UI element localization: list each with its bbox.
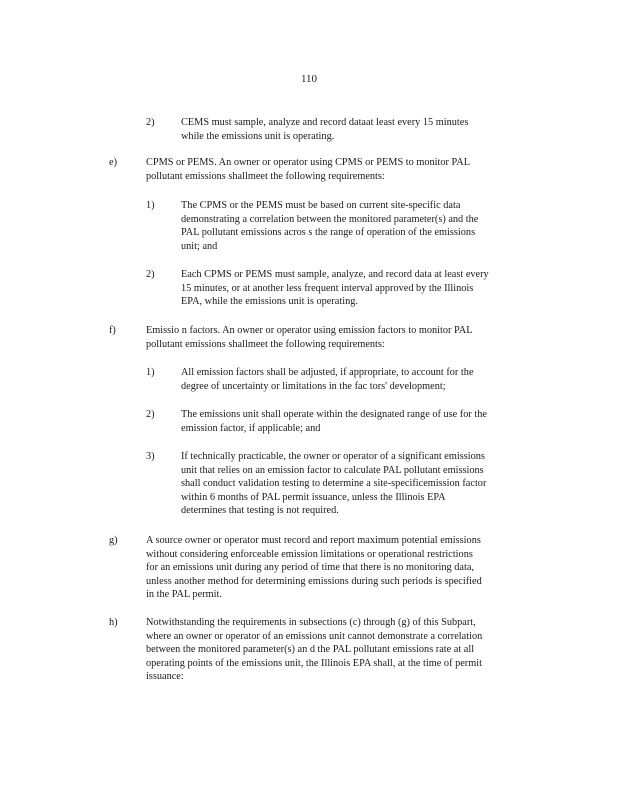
- text-line: unit; and: [181, 240, 218, 252]
- subitem-text: [181, 268, 539, 309]
- text-line: The emissions unit shall operate within the designated range of use for the: [181, 409, 487, 420]
- text-line: without considering enforceable emission limitations or operational restrictions: [146, 548, 473, 560]
- item-label: f): [109, 325, 116, 336]
- text-line: All emission factors shall be adjusted, if appropriate, to account for the: [181, 367, 474, 378]
- text-line: unless another method for determining emissions during such periods is specified: [146, 575, 482, 587]
- subitem-label: 2): [146, 117, 155, 128]
- subitem-label: 1): [146, 200, 155, 211]
- text-line: shall conduct validation testing to determine a site-specificemission factor: [181, 478, 487, 490]
- text-line: Emissio n factors. An owner or operator using emission factors to monitor PAL: [146, 325, 473, 336]
- subitem-text: [181, 450, 533, 518]
- text-line: CEMS must sample, analyze and record dataat least every 15 minutes: [181, 117, 469, 128]
- text-line: while the emissions unit is operating.: [181, 130, 335, 142]
- text-line: CPMS or PEMS. An owner or operator using CPMS or PEMS to monitor PAL: [146, 157, 471, 168]
- text-line: If technically practicable, the owner or operator of a significant emissions: [181, 451, 485, 462]
- item-text: [146, 534, 534, 602]
- text-line: where an owner or operator of an emissions unit cannot demonstrate a correlation: [146, 630, 483, 642]
- subitem-text: [181, 199, 531, 253]
- subitem-label: 2): [146, 409, 155, 420]
- text-line: in the PAL permit.: [146, 589, 222, 601]
- subitem-label: 3): [146, 451, 155, 462]
- subitem-label: 2): [146, 269, 155, 280]
- item-label: e): [109, 157, 117, 168]
- text-line: determines that testing is not required.: [181, 505, 339, 517]
- text-line: degree of uncertainty or limitations in the fac tors' development;: [181, 380, 446, 392]
- text-line: within 6 months of PAL permit issuance, unless the Illinois EPA: [181, 491, 446, 503]
- subitem-label: 1): [146, 367, 155, 378]
- text-line: demonstrating a correlation between the monitored parameter(s) and the: [181, 213, 479, 225]
- text-line: for an emissions unit during any period of time that there is no monitoring data,: [146, 562, 475, 574]
- item-text: [146, 156, 526, 183]
- item-text: [146, 324, 526, 351]
- text-line: pollutant emissions shallmeet the following requirements:: [146, 170, 385, 182]
- text-line: unit that relies on an emission factor to calculate PAL pollutant emissions: [181, 464, 484, 476]
- text-line: The CPMS or the PEMS must be based on current site-specific data: [181, 200, 461, 211]
- text-line: emission factor, if applicable; and: [181, 422, 321, 434]
- text-line: issuance:: [146, 671, 184, 683]
- item-label: h): [109, 617, 118, 628]
- subitem-text: [181, 366, 523, 393]
- subitem-text: [181, 408, 539, 435]
- item-text: [146, 616, 534, 684]
- text-line: A source owner or operator must record and report maximum potential emissions: [146, 535, 481, 546]
- text-line: between the monitored parameter(s) an d the PAL pollutant emissions rate at all: [146, 644, 475, 656]
- text-line: Each CPMS or PEMS must sample, analyze, and record data at least every: [181, 269, 489, 280]
- item-label: g): [109, 535, 118, 546]
- text-line: 15 minutes, or at another less frequent interval approved by the Illinois: [181, 282, 474, 294]
- text-line: operating points of the emissions unit, the Illinois EPA shall, at the time of permit: [146, 657, 482, 669]
- text-line: EPA, while the emissions unit is operating.: [181, 296, 358, 308]
- subitem-text: [181, 116, 511, 143]
- text-line: Notwithstanding the requirements in subsections (c) through (g) of this Subpart,: [146, 617, 476, 628]
- text-line: pollutant emissions shallmeet the following requirements:: [146, 338, 385, 350]
- text-line: PAL pollutant emissions acros s the range of operation of the emissions: [181, 227, 476, 239]
- page-number: 110: [300, 73, 318, 85]
